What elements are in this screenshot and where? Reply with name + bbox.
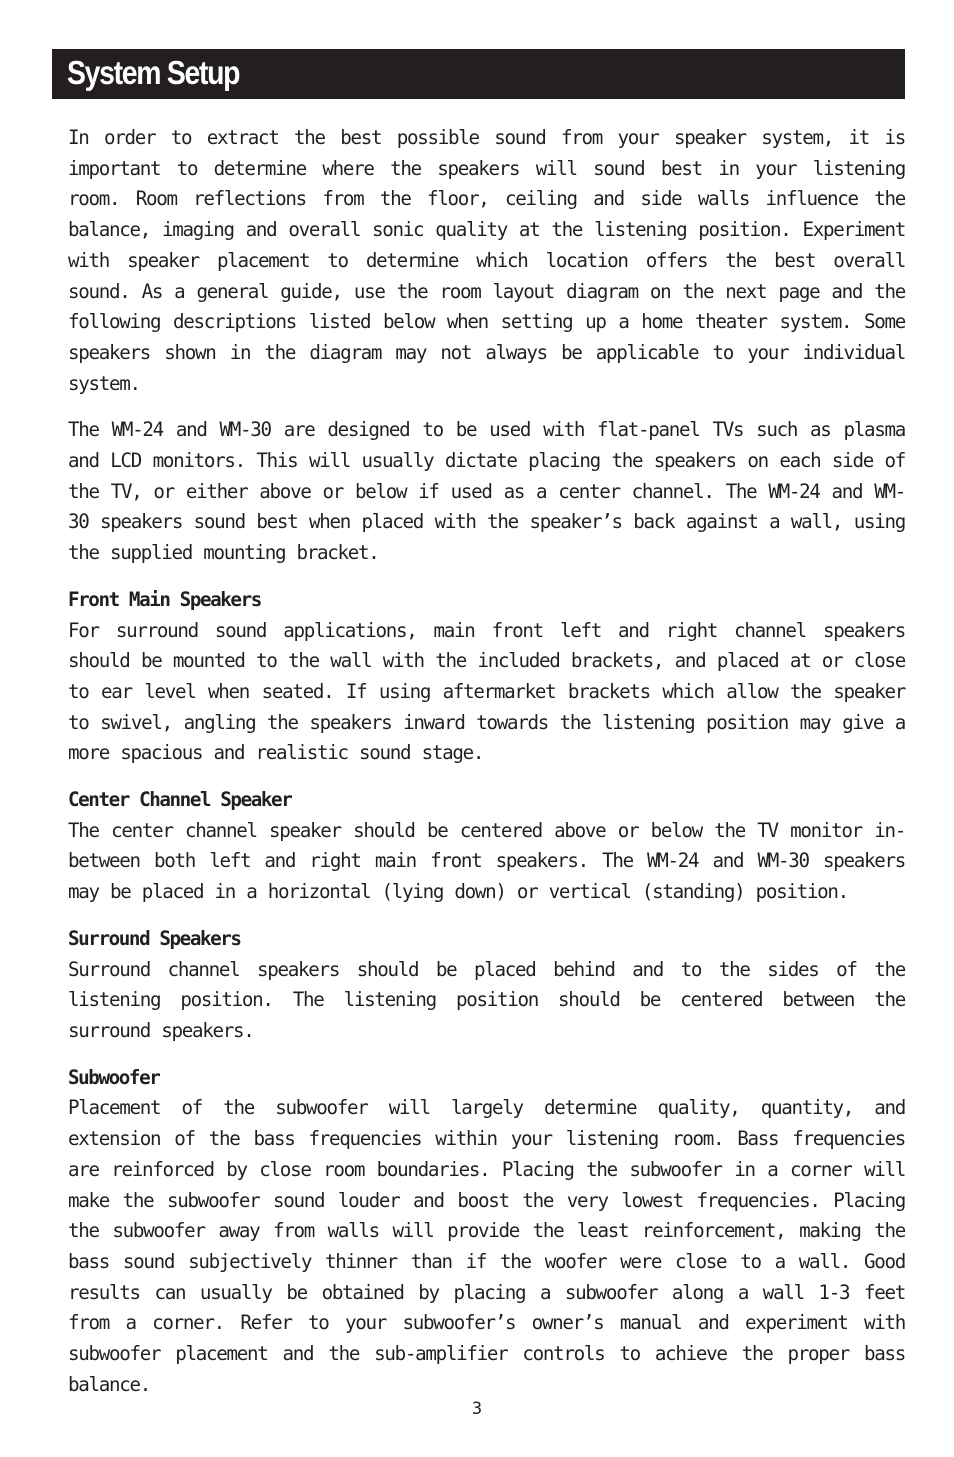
section-surround-speakers: [68, 924, 905, 1047]
section-body: Placement of the subwoofer will largely determine quality, quantity, and extension of the bass frequencies within your listening room. Bass frequencies are reinforced by close room boundaries. Placing the subwoofer in a corner will make the subwoofer sound louder and boost the very lowest frequencies. Placing the subwoofer away from walls will provide the least reinforcement, making the bass sound subjectively thinner than if the woofer were close to a wall. Good results can usually be obtained by placing a subwoofer along a wall 1-3 feet from a corner. Refer to your subwoofer’s owner’s manual and experiment with subwoofer placement and the sub-amplifier controls to achieve the proper bass balance.: [68, 1096, 905, 1396]
section-title-bar: [52, 49, 905, 99]
section-body: Surround channel speakers should be placed behind and to the sides of the listening position. The listening position should be centered between the surround speakers.: [68, 957, 905, 1042]
section-body: For surround sound applications, main front left and right channel speakers should be mounted to the wall with the included brackets, and placed at or close to ear level when seated. If using aftermarket brackets which allow the speaker to swivel, angling the speakers inward towards the listening position may give a more spacious and realistic sound stage.: [68, 618, 905, 765]
page-title: System Setup: [67, 54, 240, 91]
section-heading: Front Main Speakers: [68, 587, 261, 611]
section-center-channel-speaker: [68, 785, 905, 908]
section-heading: Center Channel Speaker: [68, 788, 292, 812]
wm-models-paragraph: The WM-24 and WM-30 are designed to be used with flat-panel TVs such as plasma and LCD monitors. This will usually dictate placing the speakers on each side of the TV, or either above or below if used as a center channel. The WM-24 and WM-30 speakers sound best when placed with the speaker’s back against a wall, using the supplied mounting bracket.: [68, 418, 905, 565]
document-body: [68, 123, 905, 1416]
section-front-main-speakers: [68, 585, 905, 769]
intro-paragraph: In order to extract the best possible sound from your speaker system, it is important to determine where the speakers will sound best in your listening room. Room reflections from the floor, ceiling and side walls influence the balance, imaging and overall sonic quality at the listening position. Experiment with speaker placement to determine which location offers the best overall sound. As a general guide, use the room layout diagram on the next page and the following descriptions listed below when setting up a home theater system. Some speakers shown in the diagram may not always be applicable to your individual system.: [68, 126, 905, 395]
section-subwoofer: [68, 1063, 905, 1401]
section-body: The center channel speaker should be centered above or below the TV monitor in-between both left and right main front speakers. The WM-24 and WM-30 speakers may be placed in a horizontal (lying down) or vertical (standing) position.: [68, 818, 905, 904]
section-heading: Subwoofer: [68, 1065, 160, 1089]
section-heading: Surround Speakers: [68, 926, 241, 950]
page-number: 3: [471, 1399, 483, 1419]
